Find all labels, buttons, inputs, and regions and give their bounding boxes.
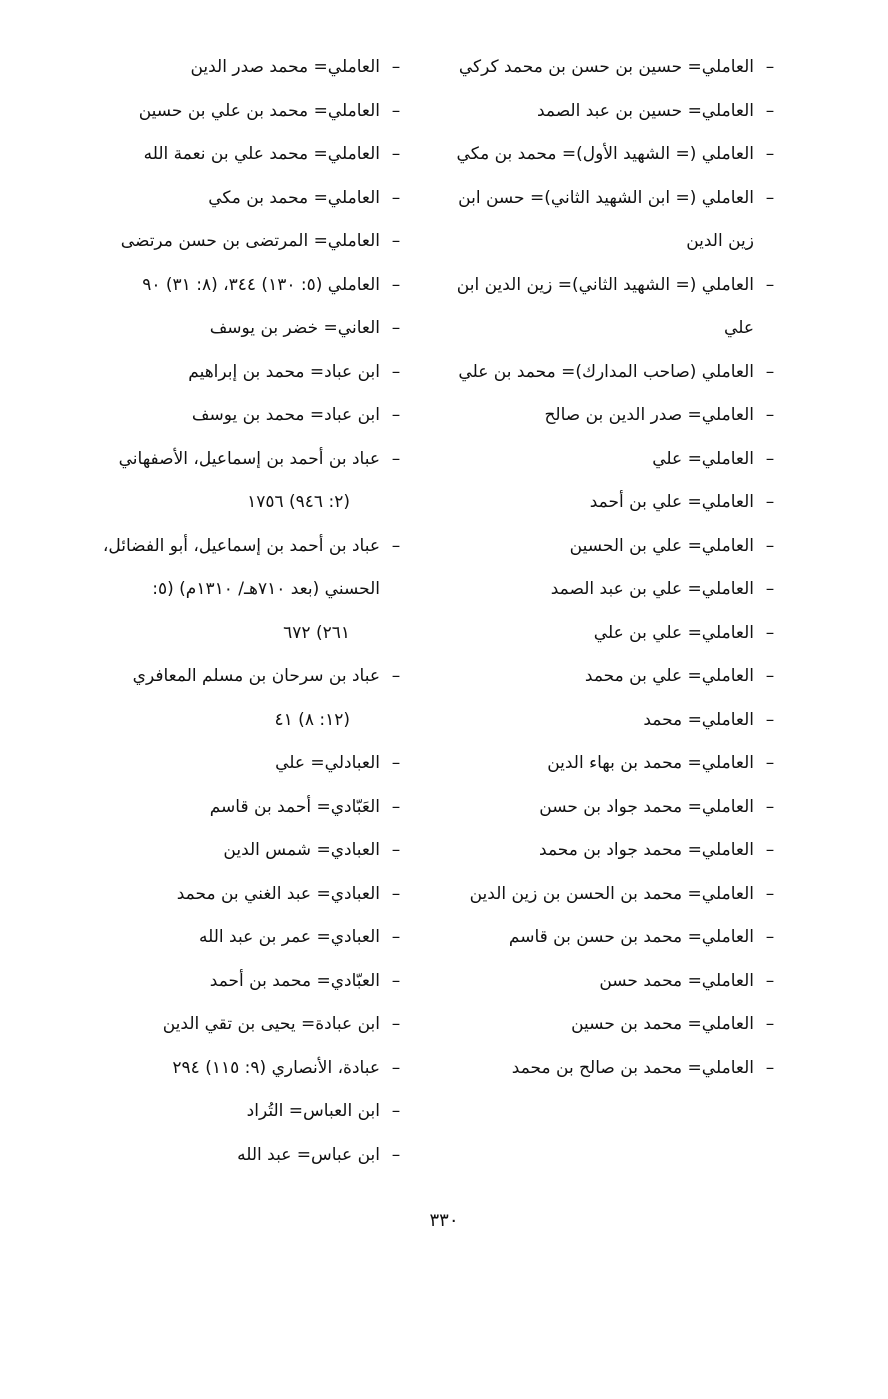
index-entry: – العَبّادي= أحمد بن قاسم [56, 786, 406, 830]
index-entry: – العاملي= علي بن أحمد [436, 481, 780, 525]
entry-dash: – [391, 970, 401, 991]
entry-dash: – [765, 361, 775, 382]
index-entry: – العاملي= محمد جواد بن محمد [436, 829, 780, 873]
index-entry: – العاملي= محمد جواد بن حسن [436, 786, 780, 830]
index-entry: – العاملي= محمد بن علي بن حسين [56, 90, 406, 134]
entry-dash: – [765, 144, 775, 164]
index-entry: – ابن العباس= التُراد [56, 1090, 406, 1134]
entry-dash: – [765, 448, 775, 469]
index-entry: – العبادلي= علي [56, 742, 406, 786]
entry-dash: – [765, 796, 775, 817]
index-entry: – العبّادي= محمد بن أحمد [56, 960, 406, 1004]
index-entry: – العاملي= صدر الدين بن صالح [436, 394, 780, 438]
entry-dash: – [765, 709, 775, 730]
index-entry: – عبادة، الأنصاري (٩: ١١٥) ٢٩٤ [56, 1047, 406, 1091]
entry-dash: – [765, 535, 775, 556]
entry-dash: – [765, 579, 775, 599]
index-entry: – العاملي (= الشهيد الثاني)= زين الدين ابن علي [436, 264, 780, 351]
entry-dash: – [765, 883, 775, 904]
index-entry: – العاملي (٥: ١٣٠) ٣٤٤، (٨: ٣١) ٩٠ [56, 264, 406, 308]
entry-dash: – [391, 448, 401, 469]
index-entry: – العاملي= محمد بن حسن بن قاسم [436, 916, 780, 960]
entry-dash: – [391, 927, 401, 947]
index-entry: – العاملي (= ابن الشهيد الثاني)= حسن ابن زين الدين [436, 177, 780, 264]
entry-dash: – [391, 753, 401, 773]
index-entry: – ابن عبادة= يحيى بن تقي الدين [56, 1003, 406, 1047]
index-entry: – العاملي= محمد بن بهاء الدين [436, 742, 780, 786]
index-entry: – العاملي= محمد بن صالح بن محمد [436, 1047, 780, 1091]
index-entry: – العاملي= محمد بن مكي [56, 177, 406, 221]
index-entry: – عباد بن أحمد بن إسماعيل، أبو الفضائل، الحسني (بعد ٧١٠هـ/ ١٣١٠م) (٥: ٢٦١) ٦٧٢ [56, 525, 406, 656]
left-column [56, 46, 406, 1177]
index-entry: – العاملي= محمد بن حسين [436, 1003, 780, 1047]
entry-continuation: (١٢: ٨) ٤١ [274, 709, 350, 730]
entry-dash: – [765, 57, 775, 77]
right-column [436, 46, 780, 1090]
index-entry: – ابن عباس= عبد الله [56, 1134, 406, 1178]
index-entry: – العاملي= علي بن الحسين [436, 525, 780, 569]
index-entry: – العاملي= محمد حسن [436, 960, 780, 1004]
entry-dash: – [765, 492, 775, 512]
index-entry: – العاملي= حسين بن حسن بن محمد كركي [436, 46, 780, 90]
entry-dash: – [391, 1057, 401, 1078]
entry-dash: – [391, 796, 401, 817]
index-entry: – العاملي= علي بن علي [436, 612, 780, 656]
entry-dash: – [391, 231, 401, 251]
entry-dash: – [765, 666, 775, 686]
index-entry: – العبادي= عمر بن عبد الله [56, 916, 406, 960]
entry-dash: – [391, 187, 401, 208]
index-entry: – العاملي= محمد صدر الدين [56, 46, 406, 90]
index-entry: – العاملي (صاحب المدارك)= محمد بن علي [436, 351, 780, 395]
index-entry: – العاملي= محمد بن الحسن بن زين الدين [436, 873, 780, 917]
entry-dash: – [765, 1057, 775, 1078]
entry-dash: – [391, 1014, 401, 1034]
index-entry: – العاملي= المرتضى بن حسن مرتضى [56, 220, 406, 264]
entry-dash: – [391, 1101, 401, 1121]
entry-dash: – [391, 405, 401, 425]
entry-dash: – [391, 535, 401, 556]
entry-dash: – [391, 144, 401, 164]
index-entry: – العبادي= عبد الغني بن محمد [56, 873, 406, 917]
entry-dash: – [765, 622, 775, 643]
entry-dash: – [391, 100, 401, 121]
entry-dash: – [391, 57, 401, 77]
entry-dash: – [391, 274, 401, 295]
entry-dash: – [765, 927, 775, 947]
index-entry: – العاني= خضر بن يوسف [56, 307, 406, 351]
index-entry: – عباد بن أحمد بن إسماعيل، الأصفهاني (٢: ٩٤٦) ١٧٥٦ [56, 438, 406, 525]
index-entry: – العاملي= محمد علي بن نعمة الله [56, 133, 406, 177]
entry-dash: – [391, 840, 401, 860]
entry-dash: – [391, 666, 401, 686]
entry-continuation: (٢: ٩٤٦) ١٧٥٦ [247, 492, 350, 512]
entry-dash: – [765, 187, 775, 208]
entry-dash: – [391, 883, 401, 904]
entry-dash: – [765, 753, 775, 773]
index-entry: – العاملي= علي [436, 438, 780, 482]
entry-dash: – [765, 840, 775, 860]
page-number: ٣٣٠ [429, 1210, 459, 1231]
index-entry: – العاملي (= الشهيد الأول)= محمد بن مكي [436, 133, 780, 177]
entry-dash: – [391, 318, 401, 338]
index-entry: – ابن عباد= محمد بن يوسف [56, 394, 406, 438]
entry-dash: – [765, 274, 775, 295]
index-entry: – العاملي= علي بن محمد [436, 655, 780, 699]
entry-dash: – [765, 100, 775, 121]
entry-dash: – [391, 1144, 401, 1165]
index-entry: – العاملي= محمد [436, 699, 780, 743]
index-entry: – ابن عباد= محمد بن إبراهيم [56, 351, 406, 395]
index-entry: – العاملي= حسين بن عبد الصمد [436, 90, 780, 134]
entry-dash: – [765, 970, 775, 991]
entry-continuation: ٢٦١) ٦٧٢ [283, 622, 350, 643]
index-entry: – العاملي= علي بن عبد الصمد [436, 568, 780, 612]
index-entry: – العبادي= شمس الدين [56, 829, 406, 873]
entry-dash: – [765, 405, 775, 425]
entry-dash: – [765, 1014, 775, 1034]
entry-dash: – [391, 361, 401, 382]
index-entry: – عباد بن سرحان بن مسلم المعافري (١٢: ٨) ٤١ [56, 655, 406, 742]
